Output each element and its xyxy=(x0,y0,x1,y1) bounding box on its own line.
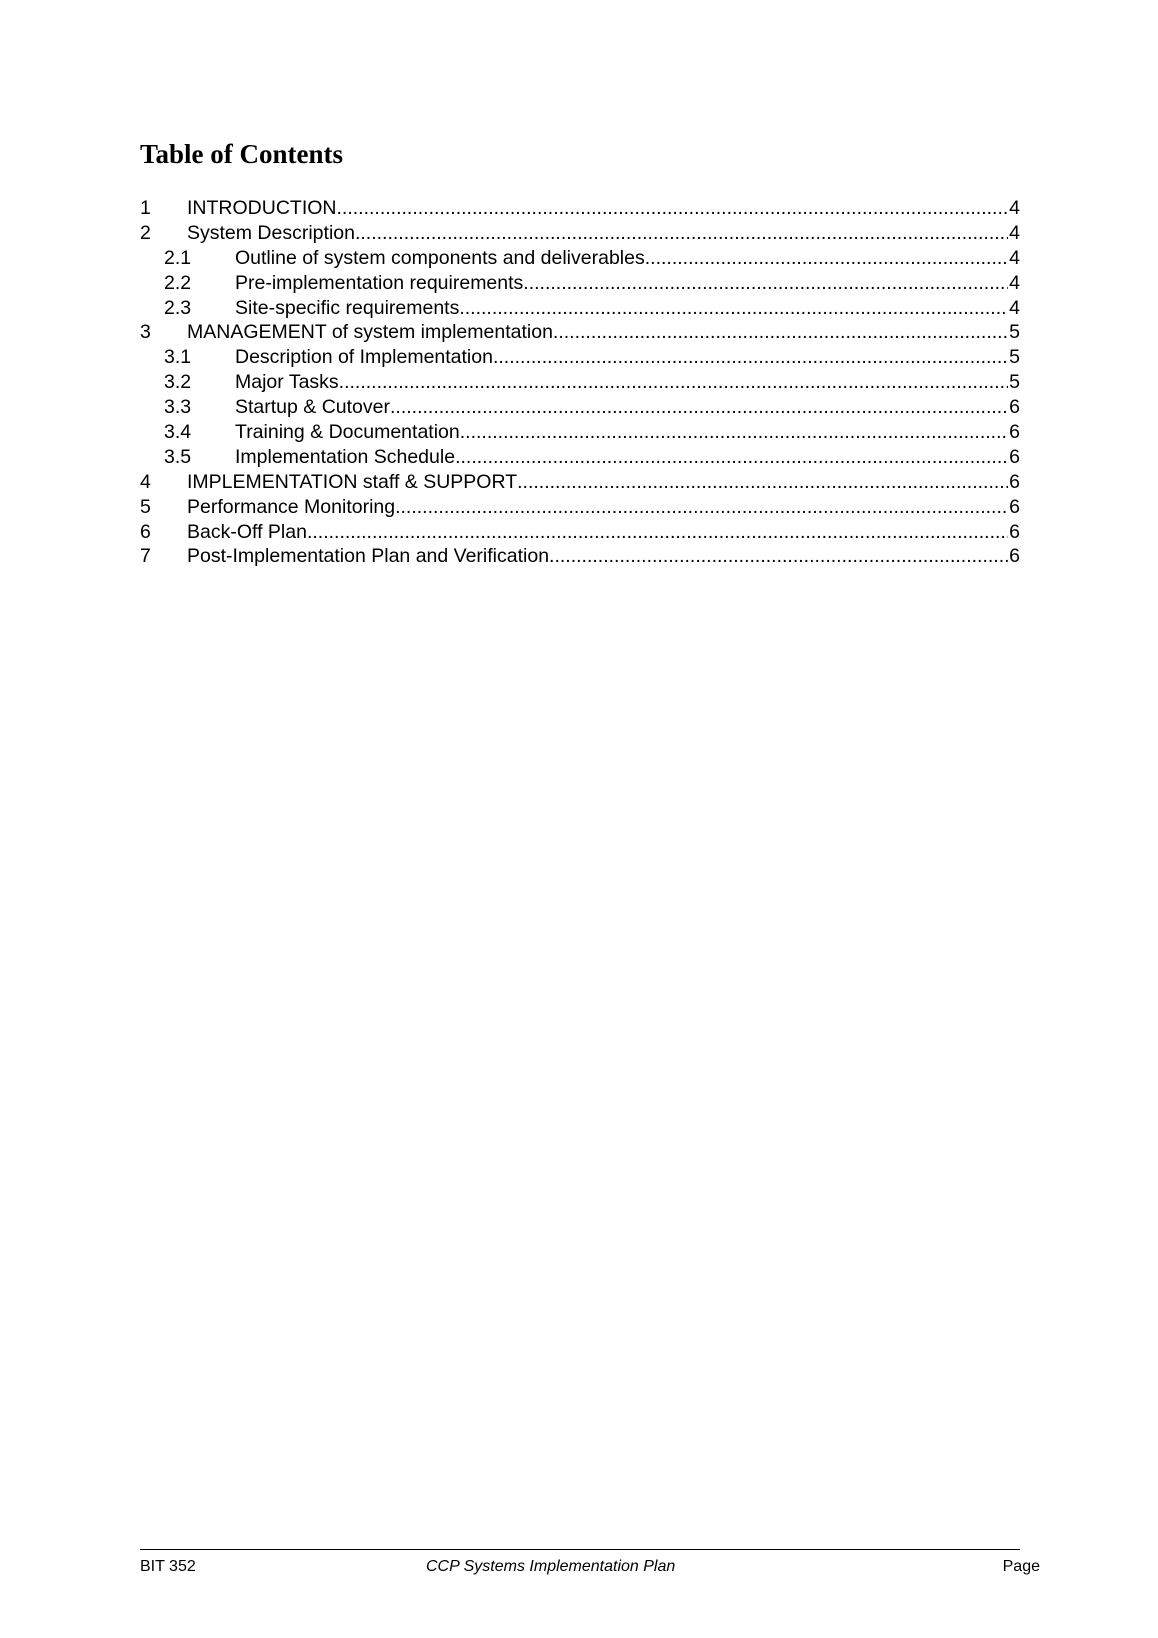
toc-entry-label: Description of Implementation xyxy=(235,346,493,369)
toc-dot-leader xyxy=(523,271,1008,296)
toc-dot-leader xyxy=(493,345,1008,370)
toc-entry-number: 3.5 xyxy=(164,445,192,468)
toc-entry-label: Pre-implementation requirements xyxy=(235,271,524,294)
page-footer xyxy=(140,1556,1040,1578)
footer-page-label: Page xyxy=(1002,1558,1040,1575)
toc-entry-number: 3.1 xyxy=(164,346,192,369)
toc-entry-page-number: 4 xyxy=(1009,197,1020,219)
toc-dot-leader xyxy=(459,296,1008,321)
toc-entry-label: Training & Documentation xyxy=(235,421,460,444)
toc-dot-leader xyxy=(307,520,1008,545)
toc-entry[interactable] xyxy=(140,495,1020,520)
toc-entry-page-number: 6 xyxy=(1009,495,1020,518)
toc-dot-leader xyxy=(645,246,1008,271)
toc-entry-page-number: 5 xyxy=(1009,321,1020,344)
toc-entry-number: 3.3 xyxy=(164,396,192,419)
toc-entry-number: 4 xyxy=(140,470,151,493)
toc-entry-label: IMPLEMENTATION staff & SUPPORT xyxy=(187,470,518,493)
toc-entry-page-number: 6 xyxy=(1009,396,1020,419)
toc-entry-number: 2 xyxy=(140,221,151,244)
toc-entry-number: 5 xyxy=(140,495,151,518)
toc-entry-label: Performance Monitoring xyxy=(187,495,396,518)
toc-entry-label: Back-Off Plan xyxy=(187,520,307,543)
toc-dot-leader xyxy=(455,445,1008,470)
toc-title: Table of Contents xyxy=(140,139,344,169)
toc-entry-label: Startup & Cutover xyxy=(235,396,390,419)
toc-entry[interactable] xyxy=(140,246,1020,271)
toc-entry[interactable] xyxy=(140,520,1020,545)
toc-dot-leader xyxy=(549,544,1008,569)
toc-dot-leader xyxy=(395,495,1008,520)
toc-entry-number: 3 xyxy=(140,321,151,344)
toc-entry[interactable] xyxy=(140,395,1020,420)
toc-entry-label: MANAGEMENT of system implementation xyxy=(187,321,553,344)
toc-entry[interactable] xyxy=(140,544,1020,569)
toc-entry[interactable] xyxy=(140,420,1020,445)
toc-entry-label: Post-Implementation Plan and Verification xyxy=(187,545,550,568)
toc-dot-leader xyxy=(553,320,1008,345)
table-of-contents xyxy=(140,196,1020,569)
toc-dot-leader xyxy=(460,420,1008,445)
toc-entry-page-number: 6 xyxy=(1009,421,1020,444)
toc-entry-label: Implementation Schedule xyxy=(235,445,456,468)
toc-entry-page-number: 6 xyxy=(1009,445,1020,468)
toc-dot-leader xyxy=(337,196,1009,221)
toc-entry-label: Major Tasks xyxy=(235,371,339,394)
toc-entry[interactable] xyxy=(140,345,1020,370)
toc-entry-page-number: 5 xyxy=(1009,371,1020,394)
toc-entry-page-number: 5 xyxy=(1009,346,1020,369)
toc-entry-page-number: 4 xyxy=(1009,271,1020,294)
toc-entry-number: 3.4 xyxy=(164,421,192,444)
toc-entry-number: 6 xyxy=(140,520,151,543)
toc-entry-number: 1 xyxy=(140,197,151,219)
toc-entry-number: 2.3 xyxy=(164,296,192,319)
toc-entry-label: INTRODUCTION xyxy=(187,197,337,219)
toc-entry-number: 2.2 xyxy=(164,271,192,294)
toc-entry[interactable] xyxy=(140,320,1020,345)
toc-entry[interactable] xyxy=(140,296,1020,321)
toc-entry-page-number: 4 xyxy=(1009,246,1020,269)
toc-entry-label: Site-specific requirements xyxy=(235,296,460,319)
toc-entry[interactable] xyxy=(140,370,1020,395)
toc-entry-page-number: 4 xyxy=(1009,296,1020,319)
toc-entry-number: 2.1 xyxy=(164,246,192,269)
toc-dot-leader xyxy=(355,221,1008,246)
toc-dot-leader xyxy=(390,395,1008,420)
toc-entry[interactable] xyxy=(140,196,1020,221)
footer-document-title: CCP Systems Implementation Plan xyxy=(426,1558,676,1575)
footer-divider xyxy=(140,1549,1020,1550)
toc-entry-number: 7 xyxy=(140,545,151,568)
toc-entry-page-number: 6 xyxy=(1009,470,1020,493)
toc-entry[interactable] xyxy=(140,470,1020,495)
toc-entry[interactable] xyxy=(140,221,1020,246)
toc-entry[interactable] xyxy=(140,271,1020,296)
toc-dot-leader xyxy=(517,470,1008,495)
footer-course-code: BIT 352 xyxy=(140,1558,196,1575)
toc-entry-label: System Description xyxy=(187,221,355,244)
toc-dot-leader xyxy=(339,370,1008,395)
toc-entry-label: Outline of system components and deliverables xyxy=(235,246,645,269)
toc-entry-number: 3.2 xyxy=(164,371,192,394)
toc-entry-page-number: 6 xyxy=(1009,545,1020,568)
toc-entry[interactable] xyxy=(140,445,1020,470)
toc-entry-page-number: 6 xyxy=(1009,520,1020,543)
toc-entry-page-number: 4 xyxy=(1009,221,1020,244)
